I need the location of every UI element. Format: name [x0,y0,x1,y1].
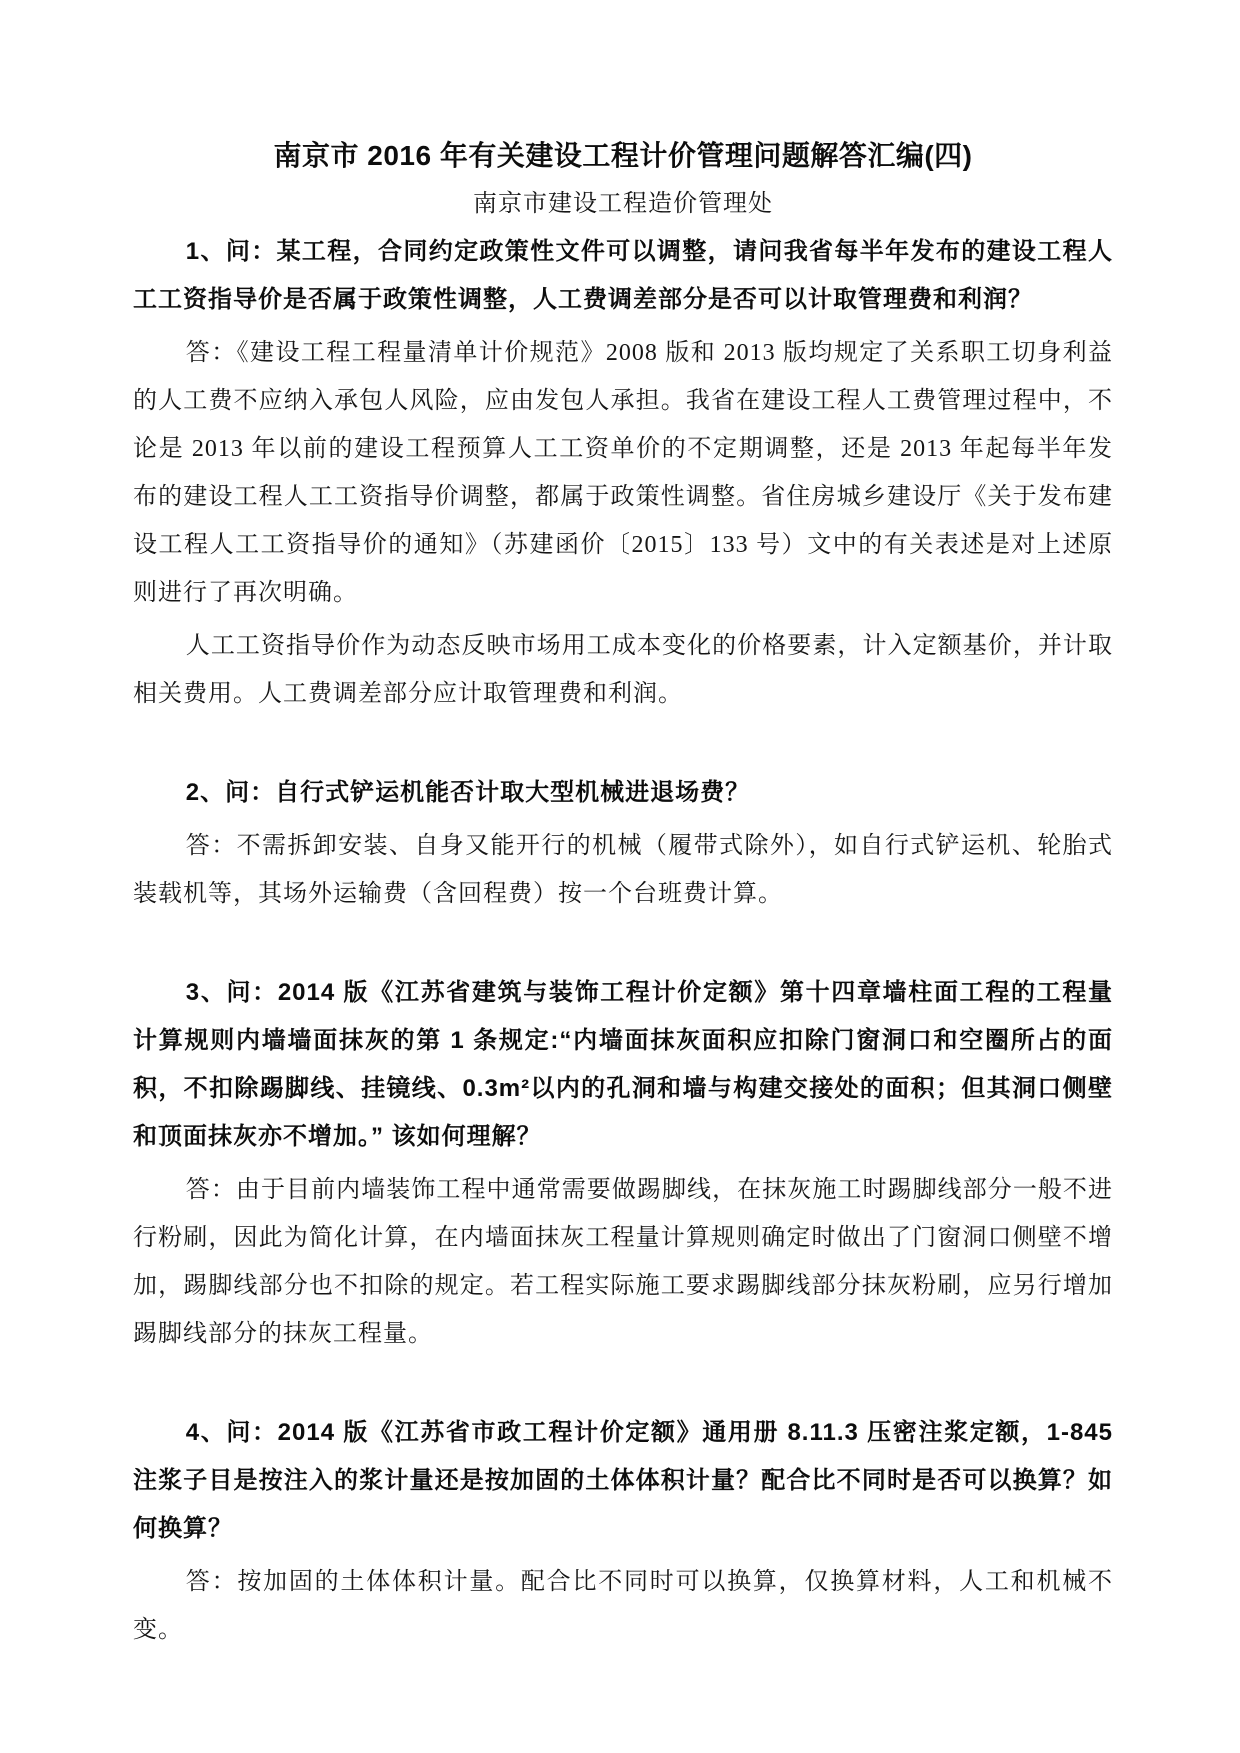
question-3: 3、问：2014 版《江苏省建筑与装饰工程计价定额》第十四章墙柱面工程的工程量计算规则内墙墙面抹灰的第 1 条规定:“内墙面抹灰面积应扣除门窗洞口和空圈所占的面积，不扣除踢脚线、挂镜线、0.3m²以内的孔洞和墙与构建交接处的面积；但其洞口侧壁和顶面抹灰亦不增加。” 该如何理解？ [133,979,1113,1150]
document-subtitle: 南京市建设工程造价管理处 [473,191,773,217]
qa-section-2 [133,769,1113,918]
answer-1-paragraph-2: 人工工资指导价作为动态反映市场用工成本变化的价格要素，计入定额基价，并计取相关费用。人工费调差部分应计取管理费和利润。 [133,633,1113,707]
question-1: 1、问：某工程，合同约定政策性文件可以调整，请问我省每半年发布的建设工程人工工资指导价是否属于政策性调整，人工费调差部分是否可以计取管理费和利润？ [133,238,1113,313]
document-title: 南京市 2016 年有关建设工程计价管理问题解答汇编(四) [273,140,973,171]
question-2: 2、问：自行式铲运机能否计取大型机械进退场费？ [185,779,751,806]
answer-3: 答：由于目前内墙装饰工程中通常需要做踢脚线，在抹灰施工时踢脚线部分一般不进行粉刷，因此为简化计算，在内墙面抹灰工程量计算规则确定时做出了门窗洞口侧壁不增加，踢脚线部分也不扣除的规定。若工程实际施工要求踢脚线部分抹灰粉刷，应另行增加踢脚线部分的抹灰工程量。 [133,1177,1113,1347]
qa-section-1 [133,228,1113,718]
qa-section-3 [133,969,1113,1358]
answer-2: 答：不需拆卸安装、自身又能开行的机械（履带式除外），如自行式铲运机、轮胎式装载机等，其场外运输费（含回程费）按一个台班费计算。 [133,833,1113,907]
answer-1-paragraph-1: 答：《建设工程工程量清单计价规范》2008 版和 2013 版均规定了关系职工切身利益的人工费不应纳入承包人风险，应由发包人承担。我省在建设工程人工费管理过程中，不论是 2013 年以前的建设工程预算人工工资单价的不定期调整，还是 2013 年起每半年发布的建设工程人工工资指导价调整，都属于政策性调整。省住房城乡建设厅《关于发布建设工程人工工资指导价的通知》（苏建函价〔2015〕133 号）文中的有关表述是对上述原则进行了再次明确。 [133,340,1113,606]
answer-4: 答：按加固的土体体积计量。配合比不同时可以换算，仅换算材料，人工和机械不变。 [133,1569,1113,1643]
question-4: 4、问：2014 版《江苏省市政工程计价定额》通用册 8.11.3 压密注浆定额，1-845 注浆子目是按注入的浆计量还是按加固的土体体积计量？配合比不同时是否可以换算？如何换算？ [133,1419,1113,1542]
qa-section-4 [133,1409,1113,1654]
